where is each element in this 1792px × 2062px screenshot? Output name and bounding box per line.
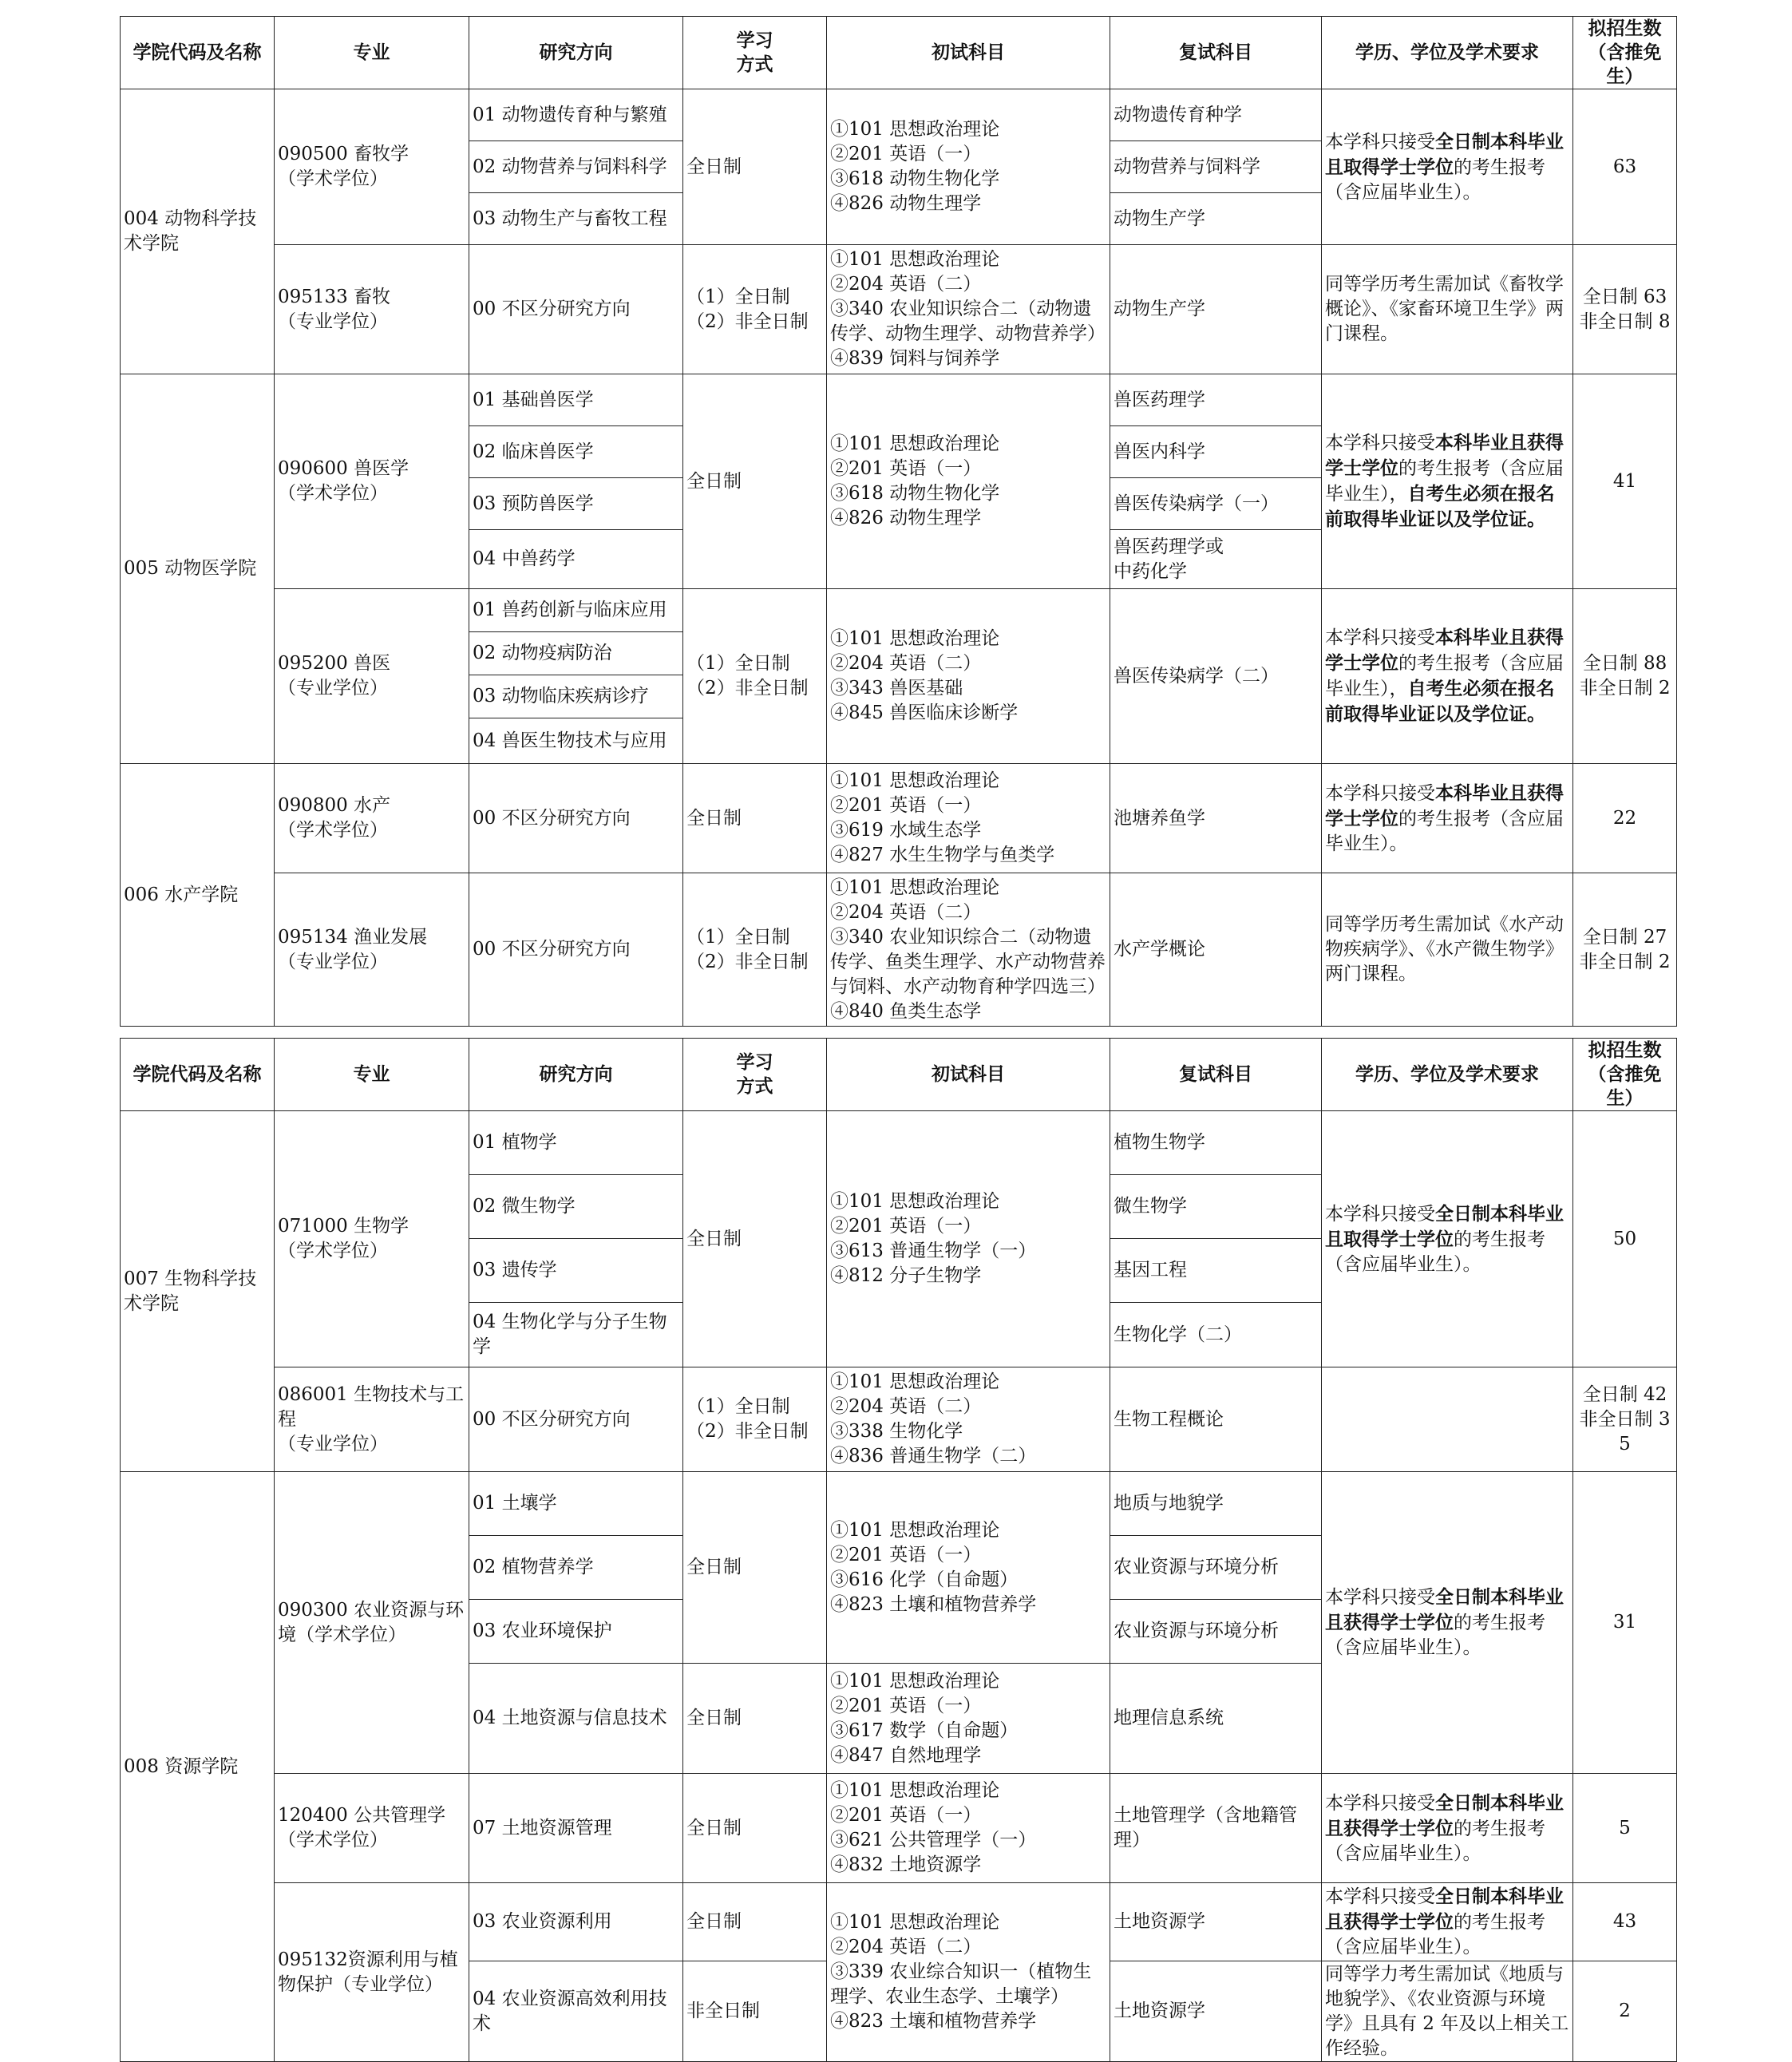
research-direction: 00 不区分研究方向 xyxy=(469,764,683,873)
header-major: 专业 xyxy=(275,1039,469,1111)
reexam-subject: 动物生产学 xyxy=(1110,193,1322,245)
reexam-subject: 兽医药理学 xyxy=(1110,374,1322,426)
research-direction: 04 土地资源与信息技术 xyxy=(469,1664,683,1774)
header-direction: 研究方向 xyxy=(469,1039,683,1111)
reexam-subject: 动物生产学 xyxy=(1110,245,1322,374)
research-direction: 01 基础兽医学 xyxy=(469,374,683,426)
exam-subjects: ①101 思想政治理论 ②201 英语（一） ③613 普通生物学（一） ④812 分子生物学 xyxy=(827,1111,1110,1367)
requirements xyxy=(1322,1472,1573,1774)
study-mode: 全日制 xyxy=(683,1111,827,1367)
study-mode: （1）全日制 （2）非全日制 xyxy=(683,589,827,764)
table-row xyxy=(121,89,1677,141)
requirements: 同等学历考生需加试《畜牧学概论》、《家畜环境卫生学》两门课程。 xyxy=(1322,245,1573,374)
reexam-subject: 兽医药理学或 中药化学 xyxy=(1110,530,1322,589)
requirement-text: 的考生报考（含应届毕业生）。 xyxy=(1325,1229,1545,1275)
reexam-subject: 动物营养与饲料学 xyxy=(1110,141,1322,193)
reexam-subject: 兽医内科学 xyxy=(1110,426,1322,478)
research-direction: 00 不区分研究方向 xyxy=(469,873,683,1027)
requirement-text: 本学科只接受 xyxy=(1325,1203,1435,1225)
exam-subjects: ①101 思想政治理论 ②204 英语（二） ③340 农业知识综合二（动物遗传学、动物生理学、动物营养学） ④839 饲料与饲养学 xyxy=(827,245,1110,374)
enrollment-count: 22 xyxy=(1573,764,1677,873)
research-direction: 00 不区分研究方向 xyxy=(469,1367,683,1472)
research-direction: 04 兽医生物技术与应用 xyxy=(469,718,683,764)
table-row xyxy=(121,1111,1677,1175)
reexam-subject: 土地资源学 xyxy=(1110,1961,1322,2062)
header-reexam: 复试科目 xyxy=(1110,17,1322,89)
requirement-emphasis: 本科毕业且获得学士学位 xyxy=(1325,782,1564,829)
reexam-subject: 农业资源与环境分析 xyxy=(1110,1536,1322,1600)
requirement-text: 本学科只接受 xyxy=(1325,433,1435,453)
major-name: 090300 农业资源与环境（学术学位） xyxy=(275,1472,469,1774)
research-direction: 01 植物学 xyxy=(469,1111,683,1175)
exam-subjects: ①101 思想政治理论 ②204 英语（二） ③340 农业知识综合二（动物遗传学、鱼类生理学、水产动物营养与饲料、水产动物育种学四选三） ④840 鱼类生态学 xyxy=(827,873,1110,1027)
requirement-emphasis: 全日制本科毕业且获得学士学位 xyxy=(1325,1886,1564,1933)
header-major: 专业 xyxy=(275,17,469,89)
enrollment-count: 63 xyxy=(1573,89,1677,245)
requirement-text: 本学科只接受 xyxy=(1325,1792,1435,1814)
reexam-subject: 植物生物学 xyxy=(1110,1111,1322,1175)
requirement-text: 的考生报考（含应届毕业生）。 xyxy=(1325,808,1564,854)
enrollment-count: 全日制 42 非全日制 35 xyxy=(1573,1367,1677,1472)
header-row xyxy=(121,1039,1677,1111)
college-name: 004 动物科学技术学院 xyxy=(121,89,275,374)
major-name: 090600 兽医学 （学术学位） xyxy=(275,374,469,589)
requirements xyxy=(1322,1111,1573,1367)
header-college: 学院代码及名称 xyxy=(121,1039,275,1111)
requirement-text: 本学科只接受 xyxy=(1325,131,1435,152)
reexam-subject: 农业资源与环境分析 xyxy=(1110,1600,1322,1664)
exam-subjects: ①101 思想政治理论 ②201 英语（一） ③619 水域生态学 ④827 水生生物学与鱼类学 xyxy=(827,764,1110,873)
requirement-text: 的考生报考（含应届毕业生）， xyxy=(1325,458,1564,505)
research-direction: 04 中兽药学 xyxy=(469,530,683,589)
enrollment-count: 2 xyxy=(1573,1961,1677,2062)
research-direction: 03 农业资源利用 xyxy=(469,1883,683,1961)
major-name: 071000 生物学 （学术学位） xyxy=(275,1111,469,1367)
requirements xyxy=(1322,1883,1573,1961)
table-row xyxy=(121,245,1677,374)
major-name: 090500 畜牧学 （学术学位） xyxy=(275,89,469,245)
header-enrollment: 拟招生数 （含推免生） xyxy=(1573,1039,1677,1111)
exam-subjects: ①101 思想政治理论 ②201 英语（一） ③618 动物生物化学 ④826 动物生理学 xyxy=(827,89,1110,245)
study-mode: 全日制 xyxy=(683,1774,827,1883)
reexam-subject: 池塘养鱼学 xyxy=(1110,764,1322,873)
research-direction: 00 不区分研究方向 xyxy=(469,245,683,374)
reexam-subject: 地理信息系统 xyxy=(1110,1664,1322,1774)
requirement-text: 的考生报考（含应届毕业生）， xyxy=(1325,653,1564,699)
requirements xyxy=(1322,589,1573,764)
requirement-emphasis: 本科毕业且获得学士学位 xyxy=(1325,432,1564,479)
header-requirements: 学历、学位及学术要求 xyxy=(1322,1039,1573,1111)
reexam-subject: 土地资源学 xyxy=(1110,1883,1322,1961)
requirement-text: 的考生报考（含应届毕业生）。 xyxy=(1325,1818,1545,1864)
enrollment-count: 全日制 63 非全日制 8 xyxy=(1573,245,1677,374)
major-name: 095132资源利用与植物保护（专业学位） xyxy=(275,1883,469,2062)
major-name: 095200 兽医 （专业学位） xyxy=(275,589,469,764)
study-mode: （1）全日制 （2）非全日制 xyxy=(683,873,827,1027)
college-name: 008 资源学院 xyxy=(121,1472,275,2062)
header-exam: 初试科目 xyxy=(827,17,1110,89)
reexam-subject: 兽医传染病学（一） xyxy=(1110,478,1322,530)
study-mode: 全日制 xyxy=(683,1472,827,1664)
header-enrollment: 拟招生数 （含推免生） xyxy=(1573,17,1677,89)
major-name: 095133 畜牧 （专业学位） xyxy=(275,245,469,374)
exam-subjects: ①101 思想政治理论 ②201 英语（一） ③621 公共管理学（一） ④832 土地资源学 xyxy=(827,1774,1110,1883)
research-direction: 07 土地资源管理 xyxy=(469,1774,683,1883)
research-direction: 03 遗传学 xyxy=(469,1239,683,1303)
requirement-text: 的考生报考（含应届毕业生）。 xyxy=(1325,1912,1545,1957)
exam-subjects: ①101 思想政治理论 ②204 英语（二） ③338 生物化学 ④836 普通生物学（二） xyxy=(827,1367,1110,1472)
exam-subjects: ①101 思想政治理论 ②201 英语（一） ③616 化学（自命题） ④823 土壤和植物营养学 xyxy=(827,1472,1110,1664)
header-requirements: 学历、学位及学术要求 xyxy=(1322,17,1573,89)
major-name: 120400 公共管理学 （学术学位） xyxy=(275,1774,469,1883)
study-mode: （1）全日制 （2）非全日制 xyxy=(683,245,827,374)
requirement-text: 的考生报考（含应届毕业生）。 xyxy=(1325,1613,1545,1658)
requirement-emphasis: 自考生必须在报名前取得毕业证以及学位证。 xyxy=(1325,678,1555,725)
admissions-table-2 xyxy=(120,1038,1677,2062)
enrollment-count: 全日制 88 非全日制 2 xyxy=(1573,589,1677,764)
research-direction: 04 生物化学与分子生物学 xyxy=(469,1303,683,1367)
requirement-text: 本学科只接受 xyxy=(1325,782,1435,804)
reexam-subject: 兽医传染病学（二） xyxy=(1110,589,1322,764)
exam-subjects: ①101 思想政治理论 ②204 英语（二） ③339 农业综合知识一（植物生理学、农业生态学、土壤学） ④823 土壤和植物营养学 xyxy=(827,1883,1110,2062)
table-row xyxy=(121,1367,1677,1472)
enrollment-count: 5 xyxy=(1573,1774,1677,1883)
reexam-subject: 土地管理学（含地籍管理） xyxy=(1110,1774,1322,1883)
requirement-text: 的考生报考（含应届毕业生）。 xyxy=(1325,156,1545,203)
table-row xyxy=(121,589,1677,632)
exam-subjects: ①101 思想政治理论 ②201 英语（一） ③618 动物生物化学 ④826 动物生理学 xyxy=(827,374,1110,589)
research-direction: 02 植物营养学 xyxy=(469,1536,683,1600)
enrollment-count: 全日制 27 非全日制 2 xyxy=(1573,873,1677,1027)
major-name: 090800 水产 （学术学位） xyxy=(275,764,469,873)
requirements: 同等学历考生需加试《水产动物疾病学》、《水产微生物学》两门课程。 xyxy=(1322,873,1573,1027)
reexam-subject: 生物工程概论 xyxy=(1110,1367,1322,1472)
study-mode: （1）全日制 （2）非全日制 xyxy=(683,1367,827,1472)
requirement-emphasis: 全日制本科毕业且获得学士学位 xyxy=(1325,1586,1564,1633)
reexam-subject: 地质与地貌学 xyxy=(1110,1472,1322,1536)
requirement-emphasis: 全日制本科毕业且取得学士学位 xyxy=(1325,130,1564,178)
requirements xyxy=(1322,1367,1573,1472)
college-name: 007 生物科学技术学院 xyxy=(121,1111,275,1472)
reexam-subject: 基因工程 xyxy=(1110,1239,1322,1303)
requirement-emphasis: 全日制本科毕业且取得学士学位 xyxy=(1325,1202,1564,1250)
college-name: 005 动物医学院 xyxy=(121,374,275,764)
study-mode: 非全日制 xyxy=(683,1961,827,2062)
requirement-text: 本学科只接受 xyxy=(1325,1886,1435,1907)
table-row xyxy=(121,1774,1677,1883)
table-row xyxy=(121,1472,1677,1536)
research-direction: 03 农业环境保护 xyxy=(469,1600,683,1664)
research-direction: 02 微生物学 xyxy=(469,1175,683,1239)
study-mode: 全日制 xyxy=(683,374,827,589)
table-row xyxy=(121,1883,1677,1961)
table-row xyxy=(121,873,1677,1027)
reexam-subject: 生物化学（二） xyxy=(1110,1303,1322,1367)
table-row xyxy=(121,764,1677,873)
major-name: 086001 生物技术与工程 （专业学位） xyxy=(275,1367,469,1472)
study-mode: 全日制 xyxy=(683,89,827,245)
study-mode: 全日制 xyxy=(683,764,827,873)
research-direction: 02 动物疫病防治 xyxy=(469,632,683,675)
requirements: 同等学力考生需加试《地质与地貌学》、《农业资源与环境学》且具有 2 年及以上相关工作经验。 xyxy=(1322,1961,1573,2062)
header-row xyxy=(121,17,1677,89)
header-study-mode: 学习 方式 xyxy=(683,1039,827,1111)
reexam-subject: 微生物学 xyxy=(1110,1175,1322,1239)
research-direction: 01 土壤学 xyxy=(469,1472,683,1536)
research-direction: 03 动物临床疾病诊疗 xyxy=(469,675,683,718)
research-direction: 01 兽药创新与临床应用 xyxy=(469,589,683,632)
header-college: 学院代码及名称 xyxy=(121,17,275,89)
requirements xyxy=(1322,1774,1573,1883)
research-direction: 04 农业资源高效利用技术 xyxy=(469,1961,683,2062)
requirement-text: 本学科只接受 xyxy=(1325,1587,1435,1608)
requirements xyxy=(1322,374,1573,589)
research-direction: 02 临床兽医学 xyxy=(469,426,683,478)
enrollment-count: 31 xyxy=(1573,1472,1677,1774)
exam-subjects: ①101 思想政治理论 ②204 英语（二） ③343 兽医基础 ④845 兽医临床诊断学 xyxy=(827,589,1110,764)
research-direction: 03 预防兽医学 xyxy=(469,478,683,530)
enrollment-count: 41 xyxy=(1573,374,1677,589)
requirement-text: 本学科只接受 xyxy=(1325,627,1435,648)
reexam-subject: 水产学概论 xyxy=(1110,873,1322,1027)
research-direction: 02 动物营养与饲料科学 xyxy=(469,141,683,193)
reexam-subject: 动物遗传育种学 xyxy=(1110,89,1322,141)
research-direction: 03 动物生产与畜牧工程 xyxy=(469,193,683,245)
major-name: 095134 渔业发展 （专业学位） xyxy=(275,873,469,1027)
header-reexam: 复试科目 xyxy=(1110,1039,1322,1111)
admissions-table-1 xyxy=(120,16,1677,1027)
enrollment-count: 50 xyxy=(1573,1111,1677,1367)
requirements xyxy=(1322,764,1573,873)
research-direction: 01 动物遗传育种与繁殖 xyxy=(469,89,683,141)
study-mode: 全日制 xyxy=(683,1883,827,1961)
header-direction: 研究方向 xyxy=(469,17,683,89)
enrollment-count: 43 xyxy=(1573,1883,1677,1961)
college-name: 006 水产学院 xyxy=(121,764,275,1027)
exam-subjects: ①101 思想政治理论 ②201 英语（一） ③617 数学（自命题） ④847 自然地理学 xyxy=(827,1664,1110,1774)
study-mode: 全日制 xyxy=(683,1664,827,1774)
requirement-emphasis: 全日制本科毕业且获得学士学位 xyxy=(1325,1791,1564,1839)
table-row xyxy=(121,374,1677,426)
header-exam: 初试科目 xyxy=(827,1039,1110,1111)
requirement-emphasis: 自考生必须在报名前取得毕业证以及学位证。 xyxy=(1325,483,1555,530)
header-study-mode: 学习 方式 xyxy=(683,17,827,89)
requirements xyxy=(1322,89,1573,245)
requirement-emphasis: 本科毕业且获得学士学位 xyxy=(1325,627,1564,674)
